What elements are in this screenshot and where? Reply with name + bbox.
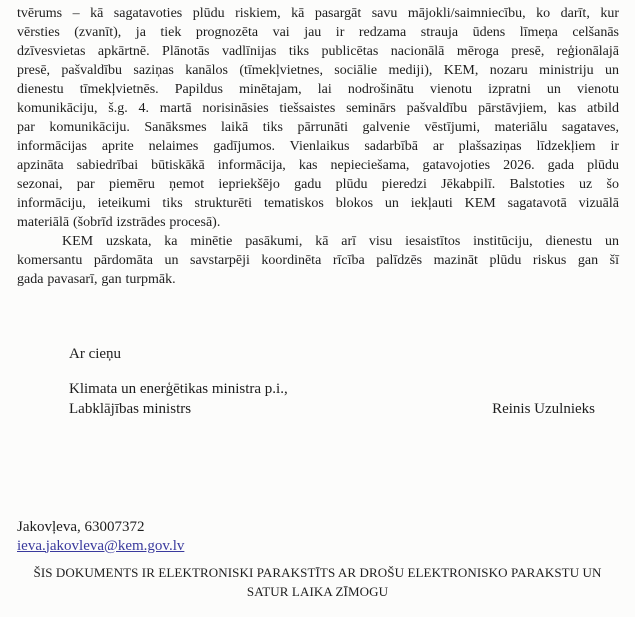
contact-name-phone: Jakovļeva, 63007372 — [17, 519, 145, 535]
text-line: gada pavasarī, gan turpmāk. — [17, 272, 176, 287]
signer-title-line-1: Klimata un enerģētikas ministra p.i., — [69, 381, 288, 398]
body-paragraph-2 — [17, 232, 619, 289]
text-line: KEM uzskata, ka minētie pasākumi, kā arī visu iesaistītos institūciju, dienestu un — [62, 234, 619, 249]
text-line: apzināta sabiedrībai būtiskākā informācija, kas nepieciešama, gatavojoties 2026. gada plūdu — [17, 158, 619, 173]
text-line: vērsties (zvanīt), ja tiek prognozēta vai jau ir redzama strauja ūdens līmeņa celšanās — [17, 25, 619, 40]
signature-block — [69, 345, 619, 419]
contact-block — [17, 518, 184, 555]
text-line: dienestu tīmekļvietnēs. Papildus minētajam, lai nodrošinātu vienotu izpratni un vienotu — [17, 82, 619, 97]
contact-email-link[interactable]: ieva.jakovleva@kem.gov.lv — [17, 537, 185, 554]
text-line: informāciju, ieteikumi tiks strukturēti tematiskos blokos un iekļauti KEM sagatavotā vizuālā — [17, 196, 619, 211]
disclaimer-line-2: SATUR LAIKA ZĪMOGU — [246, 583, 389, 599]
text-line: informācijas aprite nelaimes gadījumos. Vienlaikus sadarbībā ar plašsaziņas līdzekļiem ir — [17, 139, 619, 154]
text-line: par komunikāciju. Sanāksmes laikā tiks pārrunāti galvenie vēstījumi, materiālu sagataves, — [17, 120, 619, 135]
letter-body — [17, 4, 619, 289]
signer-title-line-2: Labklājības ministrs — [69, 400, 192, 417]
text-line: sezonai, par piemēru ņemot iepriekšējo gadu plūdu pieredzi Jēkabpilī. Balstoties uz šo — [17, 177, 619, 192]
contact-email-line — [17, 537, 184, 556]
disclaimer-line-1: ŠIS DOKUMENTS IR ELEKTRONISKI PARAKSTĪTS AR DROŠU ELEKTRONISKO PARAKSTU UN — [33, 565, 602, 580]
text-line: tvērums – kā sagatavoties plūdu riskiem, kā pasargāt savu mājokli/saimniecību, ko darīt, kur — [17, 6, 619, 21]
signer-name: Reinis Uzulnieks — [492, 400, 595, 417]
electronic-signature-disclaimer — [0, 564, 635, 601]
text-line: komunikāciju, š.g. 4. martā norisināsies tiešsaistes seminārs pašvaldību pārstāvjiem, kas atbild — [17, 101, 619, 116]
text-line: komersantu pārdomāta un savstarpēji koordinēta rīcība palīdzēs mazināt plūdu riskus gan šī — [17, 253, 619, 268]
signer-title-row — [69, 400, 619, 419]
text-line: dzīvesvietas apkārtnē. Plānotās vadlīnijas tiks publicētas nacionālā mēroga presē, reģionālajā — [17, 44, 619, 59]
signer-titles — [69, 380, 619, 419]
salutation: Ar cieņu — [69, 346, 122, 362]
text-line: materiālā (šobrīd izstrādes procesā). — [17, 215, 221, 230]
text-line: presē, pašvaldību saziņas kanālos (tīmekļvietnes, sociālie mediji), KEM, nozaru ministriju un — [17, 63, 619, 78]
body-paragraph-1 — [17, 4, 619, 232]
